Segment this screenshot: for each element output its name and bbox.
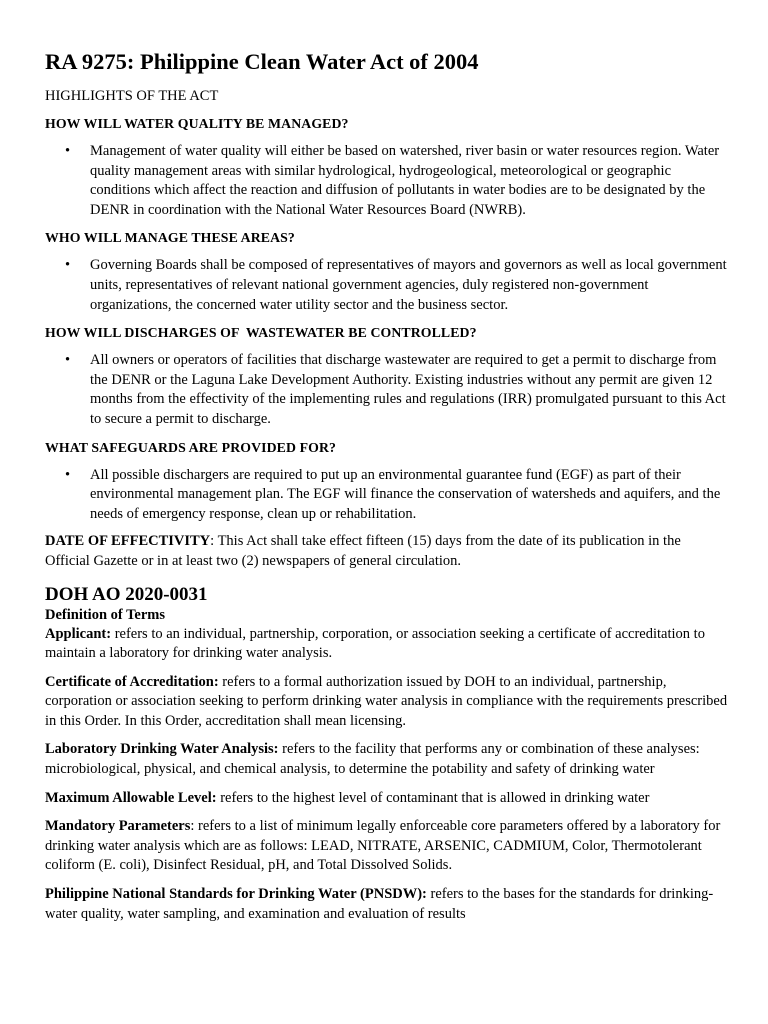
definition-laboratory [45,740,728,779]
definition-term: Laboratory Drinking Water Analysis: [45,741,279,758]
definition-term: Philippine National Standards for Drinking Water (PNSDW): [45,886,427,903]
bullet-item: • All owners or operators of facilities that discharge wastewater are required to get a permit to discharge from the DENR or the Laguna Lake Development Authority. Existing industries without any permit are given 12 months from the effectivity of the implementing rules and regulations (IRR) promulgated pursuant to this Act to secure a permit to discharge. [90,351,728,429]
effectivity-paragraph [45,532,728,571]
definition-term: Applicant: [45,625,112,642]
definition-term: Mandatory Parameters [45,818,191,835]
definition-term: Certificate of Accreditation: [45,673,219,690]
definition-term: Maximum Allowable Level: [45,789,217,806]
definition-applicant [45,625,728,664]
definition-mandatory [45,817,728,876]
definition-pnsdw [45,885,728,924]
effectivity-label: DATE OF EFFECTIVITY [45,533,211,550]
definition-text: refers to the bases for the standards for drinking-water quality, water sampling, and examination and evaluation of results [45,886,714,922]
section-heading-safeguards: WHAT SAFEGUARDS ARE PROVIDED FOR? [45,439,337,455]
definition-text: refers to a formal authorization issued by DOH to an individual, partnership, corporation or association seeking to perform drinking water analysis in compliance with the requirements prescribed in this Order. In this Order, accreditation shall mean licensing. [45,673,728,729]
bullet-list-manage-areas [45,256,728,315]
definition-text: refers to an individual, partnership, corporation, or association seeking a certificate of accreditation to maintain a laboratory for drinking water analysis. [45,625,705,662]
effectivity-text: : This Act shall take effect fifteen (15) days from the date of its publication in the Official Gazette or in at least two (2) newspapers of general circulation. [45,533,681,569]
document-title: RA 9275: Philippine Clean Water Act of 2004 [45,49,479,74]
bullet-list-water-quality [45,142,728,220]
definition-max-level [45,789,728,809]
bullet-list-safeguards [45,466,728,525]
section-heading-water-quality: HOW WILL WATER QUALITY BE MANAGED? [45,116,349,131]
definition-text: : refers to a list of minimum legally enforceable core parameters offered by a laboratory for drinking water analysis which are as follows: LEAD, NITRATE, ARSENIC, CADMIUM, Color, Thermotolerant coliform (E. coli), Disinfect Residual, pH, and Total Dissolved Solids. [45,818,721,874]
definitions-title: Definition of Terms [45,606,166,623]
bullet-list-wastewater [45,351,728,429]
section-heading-wastewater: HOW WILL DISCHARGES OF WASTEWATER BE CONTROLLED? [45,325,477,341]
bullet-item: • All possible dischargers are required to put up an environmental guarantee fund (EGF) as part of their environmental management plan. The EGF will finance the conservation of watersheds and aquifers, and the needs of emergency response, clean up or rehabilitation. [90,466,728,525]
bullet-item: • Management of water quality will either be based on watershed, river basin or water resources region. Water quality management areas with similar hydrological, hydrogeological, meteorological or geographic conditions which affect the reaction and diffusion of pollutants in water bodies are to be designated by the DENR in coordination with the National Water Resources Board (NWRB). [90,142,728,220]
doh-heading: DOH AO 2020-0031 [45,583,208,605]
definition-text: refers to the highest level of contaminant that is allowed in drinking water [216,789,650,806]
bullet-item: • Governing Boards shall be composed of representatives of mayors and governors as well as local government units, representatives of relevant national government agencies, duly registered non-government organizations, the concerned water utility sector and the business sector. [90,256,728,315]
section-heading-manage-areas: WHO WILL MANAGE THESE AREAS? [45,230,295,246]
definition-certificate [45,673,728,732]
document-subtitle: HIGHLIGHTS OF THE ACT [45,88,219,104]
definition-text: refers to the facility that performs any or combination of these analyses: microbiological, physical, and chemical analysis, to determine the potability and safety of drinking water [45,741,700,778]
